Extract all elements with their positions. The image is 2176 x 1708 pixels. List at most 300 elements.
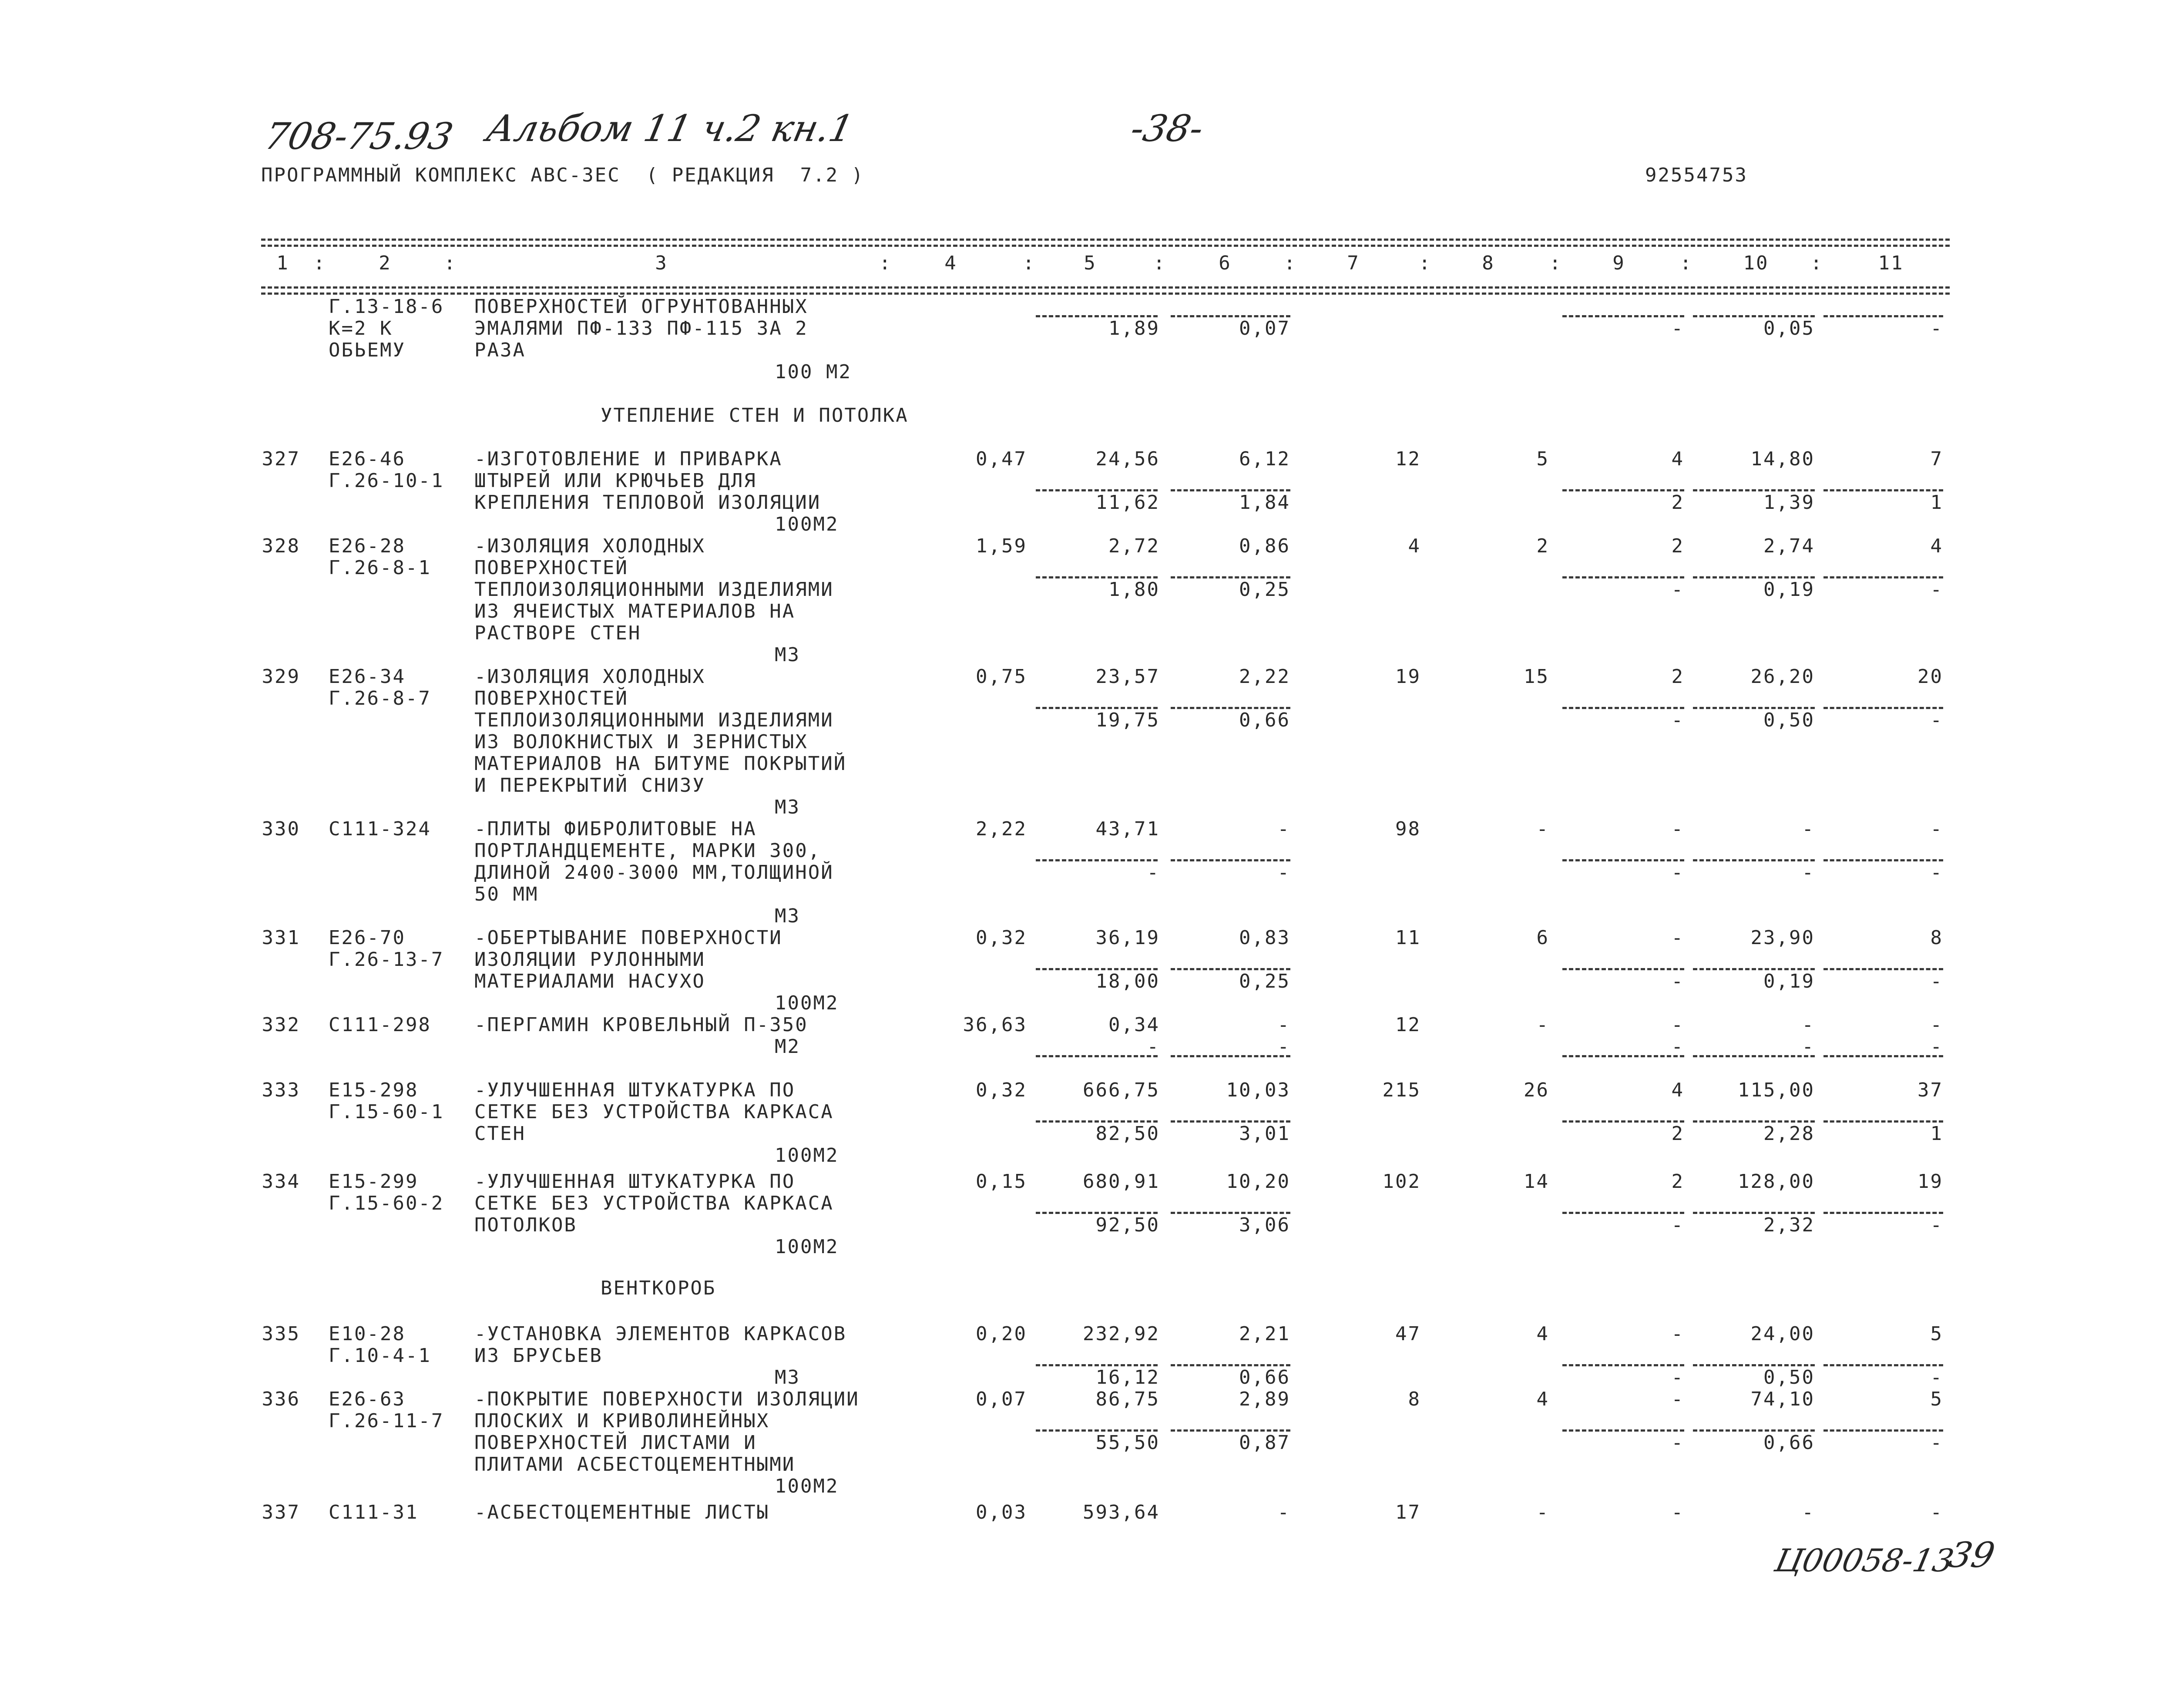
value-b10: 1,39 — [1763, 491, 1815, 514]
value-c10: 24,00 — [1750, 1323, 1815, 1345]
work-description: -ИЗГОТОВЛЕНИЕ И ПРИВАРКА — [474, 448, 782, 470]
col-sep: : — [1680, 252, 1693, 274]
work-description: -ПЕРГАМИН КРОВЕЛЬНЫЙ П-350 — [474, 1014, 808, 1036]
work-description: -ИЗОЛЯЦИЯ ХОЛОДНЫХ — [474, 535, 705, 557]
dash-separator — [1693, 968, 1815, 970]
value-b6: - — [1277, 1036, 1290, 1058]
value-c7: 12 — [1395, 448, 1421, 470]
value-c8: 4 — [1536, 1388, 1549, 1410]
value-c9: - — [1671, 1014, 1684, 1036]
value-qty: 0,07 — [976, 1388, 1027, 1410]
value-b9: - — [1671, 709, 1684, 731]
unit-of-measure: М3 — [775, 644, 800, 666]
item-number: 336 — [262, 1388, 300, 1410]
value-b5: 1,89 — [1108, 317, 1160, 340]
work-description: -УЛУЧШЕННАЯ ШТУКАТУРКА ПО — [474, 1170, 796, 1193]
value-b6: 0,25 — [1239, 970, 1290, 992]
value-c11: 7 — [1930, 448, 1943, 470]
project-code: 708-75.93 — [261, 115, 457, 158]
value-qty: 0,20 — [976, 1323, 1027, 1345]
dash-separator — [1036, 1055, 1158, 1057]
dash-separator — [1562, 576, 1684, 578]
album-title: Альбом 11 ч.2 кн.1 — [483, 107, 857, 150]
value-c8: - — [1536, 818, 1549, 840]
work-description: -УСТАНОВКА ЭЛЕМЕНТОВ КАРКАСОВ — [474, 1323, 847, 1345]
dash-separator — [1036, 1364, 1158, 1366]
work-description: ПЛОСКИХ И КРИВОЛИНЕЙНЫХ — [474, 1410, 770, 1432]
col-sep: : — [444, 252, 457, 274]
work-description: ТЕПЛОИЗОЛЯЦИОННЫМИ ИЗДЕЛИЯМИ — [474, 578, 834, 601]
col-header-8: 8 — [1482, 252, 1495, 274]
value-b11: - — [1930, 709, 1943, 731]
rate-code: Е26-63 — [329, 1388, 406, 1410]
value-c9: - — [1671, 1323, 1684, 1345]
value-b11: - — [1930, 861, 1943, 884]
col-sep: : — [1419, 252, 1432, 274]
rate-code: Г.26-13-7 — [329, 948, 444, 971]
value-qty: 0,32 — [976, 1079, 1027, 1101]
value-c5: 86,75 — [1095, 1388, 1160, 1410]
rate-code: Г.26-8-1 — [329, 557, 431, 579]
value-c9: 4 — [1671, 448, 1684, 470]
value-b6: 0,87 — [1239, 1432, 1290, 1454]
rate-code: Г.26-8-7 — [329, 687, 431, 709]
value-b10: 2,28 — [1763, 1123, 1815, 1145]
value-c8: 15 — [1524, 666, 1549, 688]
value-b9: 2 — [1671, 1123, 1684, 1145]
value-c7: 47 — [1395, 1323, 1421, 1345]
dash-separator — [1823, 1055, 1943, 1057]
value-b5: 18,00 — [1095, 970, 1160, 992]
value-c10: 115,00 — [1738, 1079, 1815, 1101]
dash-separator — [1823, 859, 1943, 861]
program-header: ПРОГРАММНЫЙ КОМПЛЕКС АВС-3ЕС ( РЕДАКЦИЯ 7.2 ) — [261, 164, 865, 186]
value-c11: 5 — [1930, 1323, 1943, 1345]
value-c9: 2 — [1671, 535, 1684, 557]
value-c9: - — [1671, 1388, 1684, 1410]
value-c6: 6,12 — [1239, 448, 1290, 470]
value-b10: 0,19 — [1763, 578, 1815, 601]
dash-separator — [1036, 968, 1158, 970]
item-number: 335 — [262, 1323, 300, 1345]
dash-separator — [1562, 489, 1684, 491]
item-number: 330 — [262, 818, 300, 840]
unit-of-measure: 100М2 — [775, 1144, 839, 1167]
value-b6: 3,06 — [1239, 1214, 1290, 1236]
dash-separator — [1171, 1429, 1290, 1432]
col-header-7: 7 — [1347, 252, 1360, 274]
work-description: РАЗА — [474, 339, 526, 361]
dash-separator — [1562, 1120, 1684, 1123]
value-b10: - — [1802, 861, 1815, 884]
dash-separator — [1171, 315, 1290, 317]
dash-separator — [1036, 489, 1158, 491]
value-b6: 1,84 — [1239, 491, 1290, 514]
value-c5: 36,19 — [1095, 927, 1160, 949]
value-c6: 2,21 — [1239, 1323, 1290, 1345]
value-b10: 0,50 — [1763, 1366, 1815, 1389]
rate-code: Г.26-10-1 — [329, 470, 444, 492]
value-qty: 1,59 — [976, 535, 1027, 557]
value-c11: 37 — [1917, 1079, 1943, 1101]
rate-code: Е26-46 — [329, 448, 406, 470]
dash-separator — [1171, 576, 1290, 578]
value-b9: - — [1671, 1432, 1684, 1454]
work-description: И ПЕРЕКРЫТИЙ СНИЗУ — [474, 774, 705, 797]
header-rule-top — [261, 239, 1950, 241]
value-c8: 26 — [1524, 1079, 1549, 1101]
col-header-9: 9 — [1612, 252, 1625, 274]
rate-code: Г.26-11-7 — [329, 1410, 444, 1432]
dash-separator — [1036, 1212, 1158, 1214]
rate-code: Е15-299 — [329, 1170, 419, 1193]
page-number: -38- — [1127, 107, 1208, 150]
value-qty: 2,22 — [976, 818, 1027, 840]
dash-separator — [1823, 315, 1943, 317]
value-c6: 10,03 — [1226, 1079, 1290, 1101]
value-c9: 4 — [1671, 1079, 1684, 1101]
value-b11: - — [1930, 1214, 1943, 1236]
value-c7: 12 — [1395, 1014, 1421, 1036]
col-sep: : — [313, 252, 326, 274]
value-b5: - — [1147, 1036, 1160, 1058]
value-c9: - — [1671, 818, 1684, 840]
dash-separator — [1693, 1212, 1815, 1214]
dash-separator — [1036, 315, 1158, 317]
value-c10: - — [1802, 818, 1815, 840]
dash-separator — [1823, 1212, 1943, 1214]
dash-separator — [1562, 968, 1684, 970]
value-c8: 5 — [1536, 448, 1549, 470]
value-c10: 128,00 — [1738, 1170, 1815, 1193]
dash-separator — [1171, 1364, 1290, 1366]
value-b11: - — [1930, 317, 1943, 340]
work-description: РАСТВОРЕ СТЕН — [474, 622, 641, 644]
value-b9: - — [1671, 1366, 1684, 1389]
dash-separator — [1171, 489, 1290, 491]
value-c6: - — [1277, 1501, 1290, 1523]
rate-code: С111-324 — [329, 818, 431, 840]
value-c5: 24,56 — [1095, 448, 1160, 470]
value-b6: 0,07 — [1239, 317, 1290, 340]
section-heading: ВЕНТКОРОБ — [601, 1277, 716, 1299]
value-c11: - — [1930, 1501, 1943, 1523]
col-sep: : — [879, 252, 892, 274]
col-header-6: 6 — [1219, 252, 1232, 274]
dash-separator — [1562, 1212, 1684, 1214]
dash-separator — [1693, 489, 1815, 491]
unit-of-measure: 100М2 — [775, 513, 839, 535]
value-b5: 16,12 — [1095, 1366, 1160, 1389]
value-c8: 2 — [1536, 535, 1549, 557]
header-rule-top2 — [261, 245, 1950, 247]
section-heading: УТЕПЛЕНИЕ СТЕН И ПОТОЛКА — [601, 404, 909, 427]
col-sep: : — [1810, 252, 1823, 274]
value-c8: - — [1536, 1501, 1549, 1523]
value-qty: 0,32 — [976, 927, 1027, 949]
unit-of-measure: 100М2 — [775, 992, 839, 1014]
work-description: -УЛУЧШЕННАЯ ШТУКАТУРКА ПО — [474, 1079, 796, 1101]
value-qty: 36,63 — [963, 1014, 1027, 1036]
value-b10: 0,19 — [1763, 970, 1815, 992]
value-b5: - — [1147, 861, 1160, 884]
value-c11: 4 — [1930, 535, 1943, 557]
value-c11: 8 — [1930, 927, 1943, 949]
header-rule-bottom2 — [261, 293, 1950, 295]
col-header-4: 4 — [944, 252, 957, 274]
work-description: ПОВЕРХНОСТЕЙ — [474, 557, 628, 579]
dash-separator — [1036, 1120, 1158, 1123]
value-qty: 0,75 — [976, 666, 1027, 688]
col-header-10: 10 — [1743, 252, 1769, 274]
value-b6: 3,01 — [1239, 1123, 1290, 1145]
dash-separator — [1171, 859, 1290, 861]
value-c5: 23,57 — [1095, 666, 1160, 688]
work-description: СЕТКЕ БЕЗ УСТРОЙСТВА КАРКАСА — [474, 1192, 834, 1214]
value-c8: 6 — [1536, 927, 1549, 949]
value-c9: 2 — [1671, 1170, 1684, 1193]
value-c5: 593,64 — [1083, 1501, 1160, 1523]
work-description: ПОРТЛАНДЦЕМЕНТЕ, МАРКИ 300, — [474, 840, 821, 862]
value-c11: 19 — [1917, 1170, 1943, 1193]
dash-separator — [1823, 707, 1943, 709]
value-b9: - — [1671, 578, 1684, 601]
work-description: -ОБЕРТЫВАНИЕ ПОВЕРХНОСТИ — [474, 927, 782, 949]
value-b10: 0,50 — [1763, 709, 1815, 731]
value-c5: 2,72 — [1108, 535, 1160, 557]
value-b9: - — [1671, 861, 1684, 884]
value-c7: 215 — [1382, 1079, 1421, 1101]
value-b5: 92,50 — [1095, 1214, 1160, 1236]
value-c7: 102 — [1382, 1170, 1421, 1193]
value-c10: 2,74 — [1763, 535, 1815, 557]
value-c6: - — [1277, 1014, 1290, 1036]
rate-code: С111-298 — [329, 1014, 431, 1036]
value-b11: - — [1930, 1036, 1943, 1058]
item-number: 329 — [262, 666, 300, 688]
work-description: ПОВЕРХНОСТЕЙ ЛИСТАМИ И — [474, 1432, 757, 1454]
value-c5: 232,92 — [1083, 1323, 1160, 1345]
work-description: МАТЕРИАЛАМИ НАСУХО — [474, 970, 705, 992]
rate-code: Г.15-60-2 — [329, 1192, 444, 1214]
work-description: ШТЫРЕЙ ИЛИ КРЮЧЬЕВ ДЛЯ — [474, 470, 757, 492]
col-sep: : — [1549, 252, 1562, 274]
col-header-1: 1 — [276, 252, 289, 274]
work-description: ЭМАЛЯМИ ПФ-133 ПФ-115 ЗА 2 — [474, 317, 808, 340]
value-b10: - — [1802, 1036, 1815, 1058]
value-c7: 98 — [1395, 818, 1421, 840]
value-b5: 55,50 — [1095, 1432, 1160, 1454]
sheet-number: 39 — [1945, 1535, 1998, 1575]
value-b9: - — [1671, 317, 1684, 340]
value-c8: - — [1536, 1014, 1549, 1036]
work-description: -АСБЕСТОЦЕМЕНТНЫЕ ЛИСТЫ — [474, 1501, 770, 1523]
rate-code: Г.15-60-1 — [329, 1101, 444, 1123]
rate-code: Г.10-4-1 — [329, 1345, 431, 1367]
value-qty: 0,15 — [976, 1170, 1027, 1193]
value-c8: 14 — [1524, 1170, 1549, 1193]
value-b9: - — [1671, 1214, 1684, 1236]
col-sep: : — [1153, 252, 1166, 274]
work-description: МАТЕРИАЛОВ НА БИТУМЕ ПОКРЫТИЙ — [474, 753, 847, 775]
rate-code: К=2 К — [329, 317, 393, 340]
work-description: 50 ММ — [474, 883, 539, 905]
dash-separator — [1171, 1055, 1290, 1057]
value-c7: 4 — [1408, 535, 1421, 557]
dash-separator — [1693, 859, 1815, 861]
work-description: ДЛИНОЙ 2400-3000 ММ,ТОЛЩИНОЙ — [474, 861, 834, 884]
value-qty: 0,03 — [976, 1501, 1027, 1523]
value-b11: 1 — [1930, 1123, 1943, 1145]
value-c5: 0,34 — [1108, 1014, 1160, 1036]
work-description: ИЗ БРУСЬЕВ — [474, 1345, 603, 1367]
dash-separator — [1693, 315, 1815, 317]
value-b11: - — [1930, 1366, 1943, 1389]
dash-separator — [1693, 1364, 1815, 1366]
value-b9: 2 — [1671, 491, 1684, 514]
work-description: ИЗОЛЯЦИИ РУЛОННЫМИ — [474, 948, 705, 971]
work-description: ИЗ ВОЛОКНИСТЫХ И ЗЕРНИСТЫХ — [474, 731, 808, 753]
dash-separator — [1823, 1120, 1943, 1123]
value-b11: - — [1930, 1432, 1943, 1454]
value-b11: - — [1930, 578, 1943, 601]
value-c6: 10,20 — [1226, 1170, 1290, 1193]
dash-separator — [1823, 1364, 1943, 1366]
dash-separator — [1693, 1120, 1815, 1123]
unit-of-measure: М3 — [775, 1366, 800, 1389]
rate-code: Е26-70 — [329, 927, 406, 949]
value-c6: 0,86 — [1239, 535, 1290, 557]
col-sep: : — [1284, 252, 1297, 274]
value-b5: 1,80 — [1108, 578, 1160, 601]
unit-of-measure: М3 — [775, 796, 800, 818]
dash-separator — [1036, 859, 1158, 861]
work-description: ИЗ ЯЧЕИСТЫХ МАТЕРИАЛОВ НА — [474, 600, 796, 622]
work-description: -ПЛИТЫ ФИБРОЛИТОВЫЕ НА — [474, 818, 757, 840]
rate-code: Г.13-18-6 — [329, 296, 444, 318]
value-b10: 0,66 — [1763, 1432, 1815, 1454]
dash-separator — [1171, 1120, 1290, 1123]
value-qty: 0,47 — [976, 448, 1027, 470]
dash-separator — [1036, 707, 1158, 709]
value-c11: - — [1930, 818, 1943, 840]
rate-code: Е26-34 — [329, 666, 406, 688]
item-number: 333 — [262, 1079, 300, 1101]
value-b5: 11,62 — [1095, 491, 1160, 514]
value-c11: 20 — [1917, 666, 1943, 688]
col-header-11: 11 — [1878, 252, 1904, 274]
dash-separator — [1693, 1055, 1815, 1057]
item-number: 334 — [262, 1170, 300, 1193]
work-description: -ПОКРЫТИЕ ПОВЕРХНОСТИ ИЗОЛЯЦИИ — [474, 1388, 860, 1410]
value-c7: 11 — [1395, 927, 1421, 949]
value-c5: 680,91 — [1083, 1170, 1160, 1193]
dash-separator — [1823, 968, 1943, 970]
rate-code: Е10-28 — [329, 1323, 406, 1345]
value-c5: 43,71 — [1095, 818, 1160, 840]
value-c7: 17 — [1395, 1501, 1421, 1523]
dash-separator — [1562, 1364, 1684, 1366]
dash-separator — [1171, 707, 1290, 709]
dash-separator — [1562, 859, 1684, 861]
dash-separator — [1693, 576, 1815, 578]
dash-separator — [1562, 707, 1684, 709]
item-number: 332 — [262, 1014, 300, 1036]
value-c11: - — [1930, 1014, 1943, 1036]
rate-code: ОБЬЕМУ — [329, 339, 406, 361]
rate-code: С111-31 — [329, 1501, 419, 1523]
dash-separator — [1562, 1429, 1684, 1432]
value-b6: 0,66 — [1239, 1366, 1290, 1389]
work-description: ПЛИТАМИ АСБЕСТОЦЕМЕНТНЫМИ — [474, 1453, 796, 1476]
dash-separator — [1171, 1212, 1290, 1214]
dash-separator — [1562, 315, 1684, 317]
work-description: ТЕПЛОИЗОЛЯЦИОННЫМИ ИЗДЕЛИЯМИ — [474, 709, 834, 731]
col-header-2: 2 — [379, 252, 392, 274]
value-c6: - — [1277, 818, 1290, 840]
value-c11: 5 — [1930, 1388, 1943, 1410]
unit-of-measure: 100 М2 — [775, 361, 852, 383]
value-c9: 2 — [1671, 666, 1684, 688]
value-b6: 0,25 — [1239, 578, 1290, 601]
work-description: КРЕПЛЕНИЯ ТЕПЛОВОЙ ИЗОЛЯЦИИ — [474, 491, 821, 514]
dash-separator — [1562, 1055, 1684, 1057]
value-c7: 8 — [1408, 1388, 1421, 1410]
value-b6: - — [1277, 861, 1290, 884]
dash-separator — [1171, 968, 1290, 970]
value-b9: - — [1671, 970, 1684, 992]
work-description: ПОВЕРХНОСТЕЙ ОГРУНТОВАННЫХ — [474, 296, 808, 318]
work-description: СЕТКЕ БЕЗ УСТРОЙСТВА КАРКАСА — [474, 1101, 834, 1123]
value-c8: 4 — [1536, 1323, 1549, 1345]
dash-separator — [1036, 1429, 1158, 1432]
value-b10: 2,32 — [1763, 1214, 1815, 1236]
value-b6: 0,66 — [1239, 709, 1290, 731]
value-b10: 0,05 — [1763, 317, 1815, 340]
col-sep: : — [1023, 252, 1036, 274]
value-c9: - — [1671, 1501, 1684, 1523]
value-c10: - — [1802, 1501, 1815, 1523]
dash-separator — [1823, 489, 1943, 491]
value-c6: 0,83 — [1239, 927, 1290, 949]
dash-separator — [1693, 1429, 1815, 1432]
unit-of-measure: М2 — [775, 1036, 800, 1058]
col-header-3: 3 — [655, 252, 668, 274]
dash-separator — [1823, 576, 1943, 578]
rate-code: Е26-28 — [329, 535, 406, 557]
work-description: ПОТОЛКОВ — [474, 1214, 577, 1236]
header-rule-bottom — [261, 286, 1950, 289]
value-c5: 666,75 — [1083, 1079, 1160, 1101]
value-c10: 23,90 — [1750, 927, 1815, 949]
value-b11: 1 — [1930, 491, 1943, 514]
item-number: 327 — [262, 448, 300, 470]
value-c10: - — [1802, 1014, 1815, 1036]
value-b9: - — [1671, 1036, 1684, 1058]
work-description: -ИЗОЛЯЦИЯ ХОЛОДНЫХ — [474, 666, 705, 688]
work-description: СТЕН — [474, 1123, 526, 1145]
item-number: 331 — [262, 927, 300, 949]
value-b11: - — [1930, 970, 1943, 992]
value-c6: 2,22 — [1239, 666, 1290, 688]
item-number: 328 — [262, 535, 300, 557]
value-c10: 14,80 — [1750, 448, 1815, 470]
item-number: 337 — [262, 1501, 300, 1523]
value-b5: 19,75 — [1095, 709, 1160, 731]
dash-separator — [1693, 707, 1815, 709]
unit-of-measure: М3 — [775, 905, 800, 927]
col-header-5: 5 — [1084, 252, 1097, 274]
